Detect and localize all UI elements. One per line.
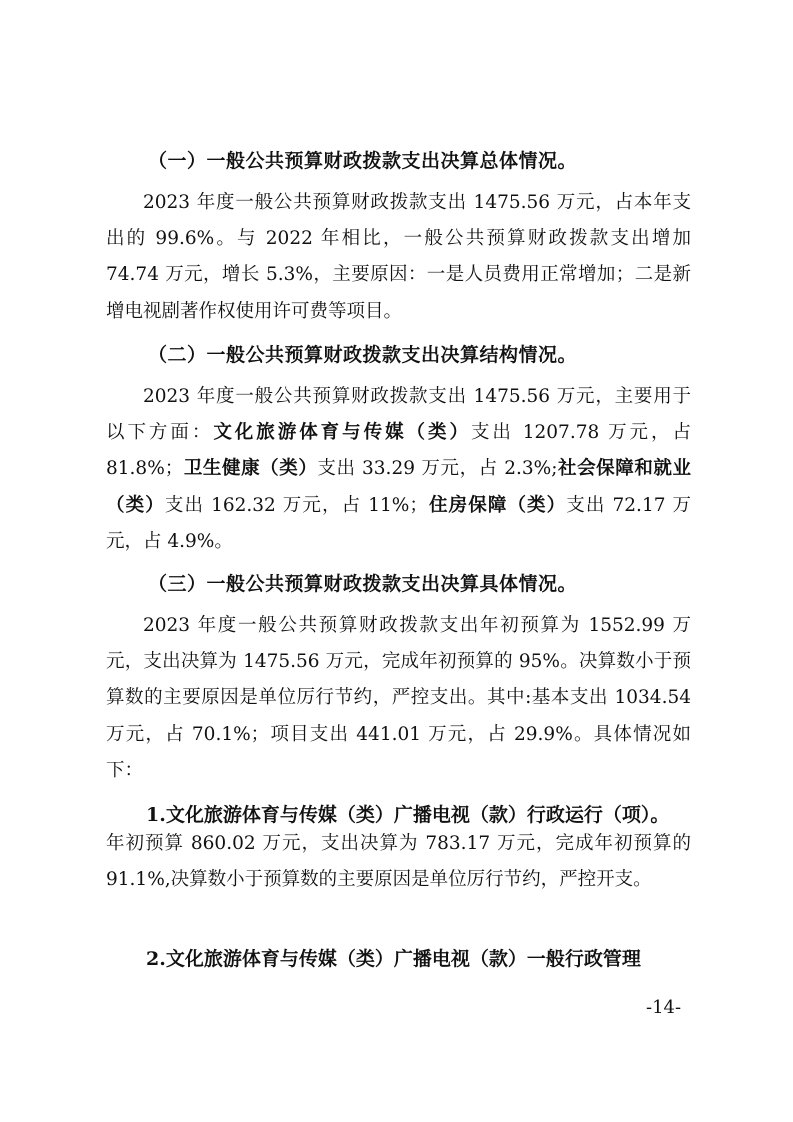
category-health-text: 支出 33.29 万元，占 2.3%; [317, 458, 558, 480]
item1-title: 1.文化旅游体育与传媒（类）广播电视（款）行政运行（项）。 [146, 804, 670, 826]
category-culture-label: 文化旅游体育与传媒（类） [213, 422, 471, 444]
section2-heading: （二）一般公共预算财政拨款支出决算结构情况。 [148, 344, 578, 366]
section2-intro: 2023 年度一般公共预算财政拨款支出 1475.56 万元，主要用于以下方面： [106, 386, 691, 444]
category-social-label: 社会保障和就业（类） [106, 458, 691, 516]
section1-text: 2023 年度一般公共预算财政拨款支出 1475.56 万元，占本年支出的 99.6%。与 2022 年相比，一般公共预算财政拨款支出增加 74.74 万元，增长 5.3%，主要原因：一是人员费用正常增加；二是新增电视剧著作权使用许可费等项目。 [106, 192, 691, 322]
page-number: -14- [646, 997, 682, 1018]
section1-paragraph [106, 185, 691, 330]
item1-text: 年初预算 860.02 万元，支出决算为 783.17 万元，完成年初预算的 91.1%,决算数小于预算数的主要原因是单位厉行节约，严控开支。 [106, 833, 691, 891]
category-housing-text: 支出 72.17 万元，占 4.9%。 [106, 494, 691, 552]
item1-paragraph [106, 826, 691, 898]
section3-paragraph [106, 608, 691, 789]
category-housing-label: 住房保障（类） [427, 494, 567, 516]
section1-heading: （一）一般公共预算财政拨款支出决算总体情况。 [148, 150, 578, 172]
section3-heading: （三）一般公共预算财政拨款支出决算具体情况。 [148, 573, 578, 595]
category-health-label: 卫生健康（类） [183, 458, 318, 480]
section2-paragraph [106, 379, 691, 560]
category-culture-text: 支出 1207.78 万元，占 81.8%； [106, 422, 691, 480]
item2-title: 2.文化旅游体育与传媒（类）广播电视（款）一般行政管理 [146, 948, 641, 970]
section3-text: 2023 年度一般公共预算财政拨款支出年初预算为 1552.99 万元，支出决算为 1475.56 万元，完成年初预算的 95%。决算数小于预算数的主要原因是单位厉行节约，严控支出。其中:基本支出 1034.54 万元，占 70.1%；项目支出 441.01 万元，占 29.9%。具体情况如下： [106, 615, 691, 781]
section2-text [106, 379, 691, 560]
category-social-text: 支出 162.32 万元，占 11%； [164, 494, 428, 516]
